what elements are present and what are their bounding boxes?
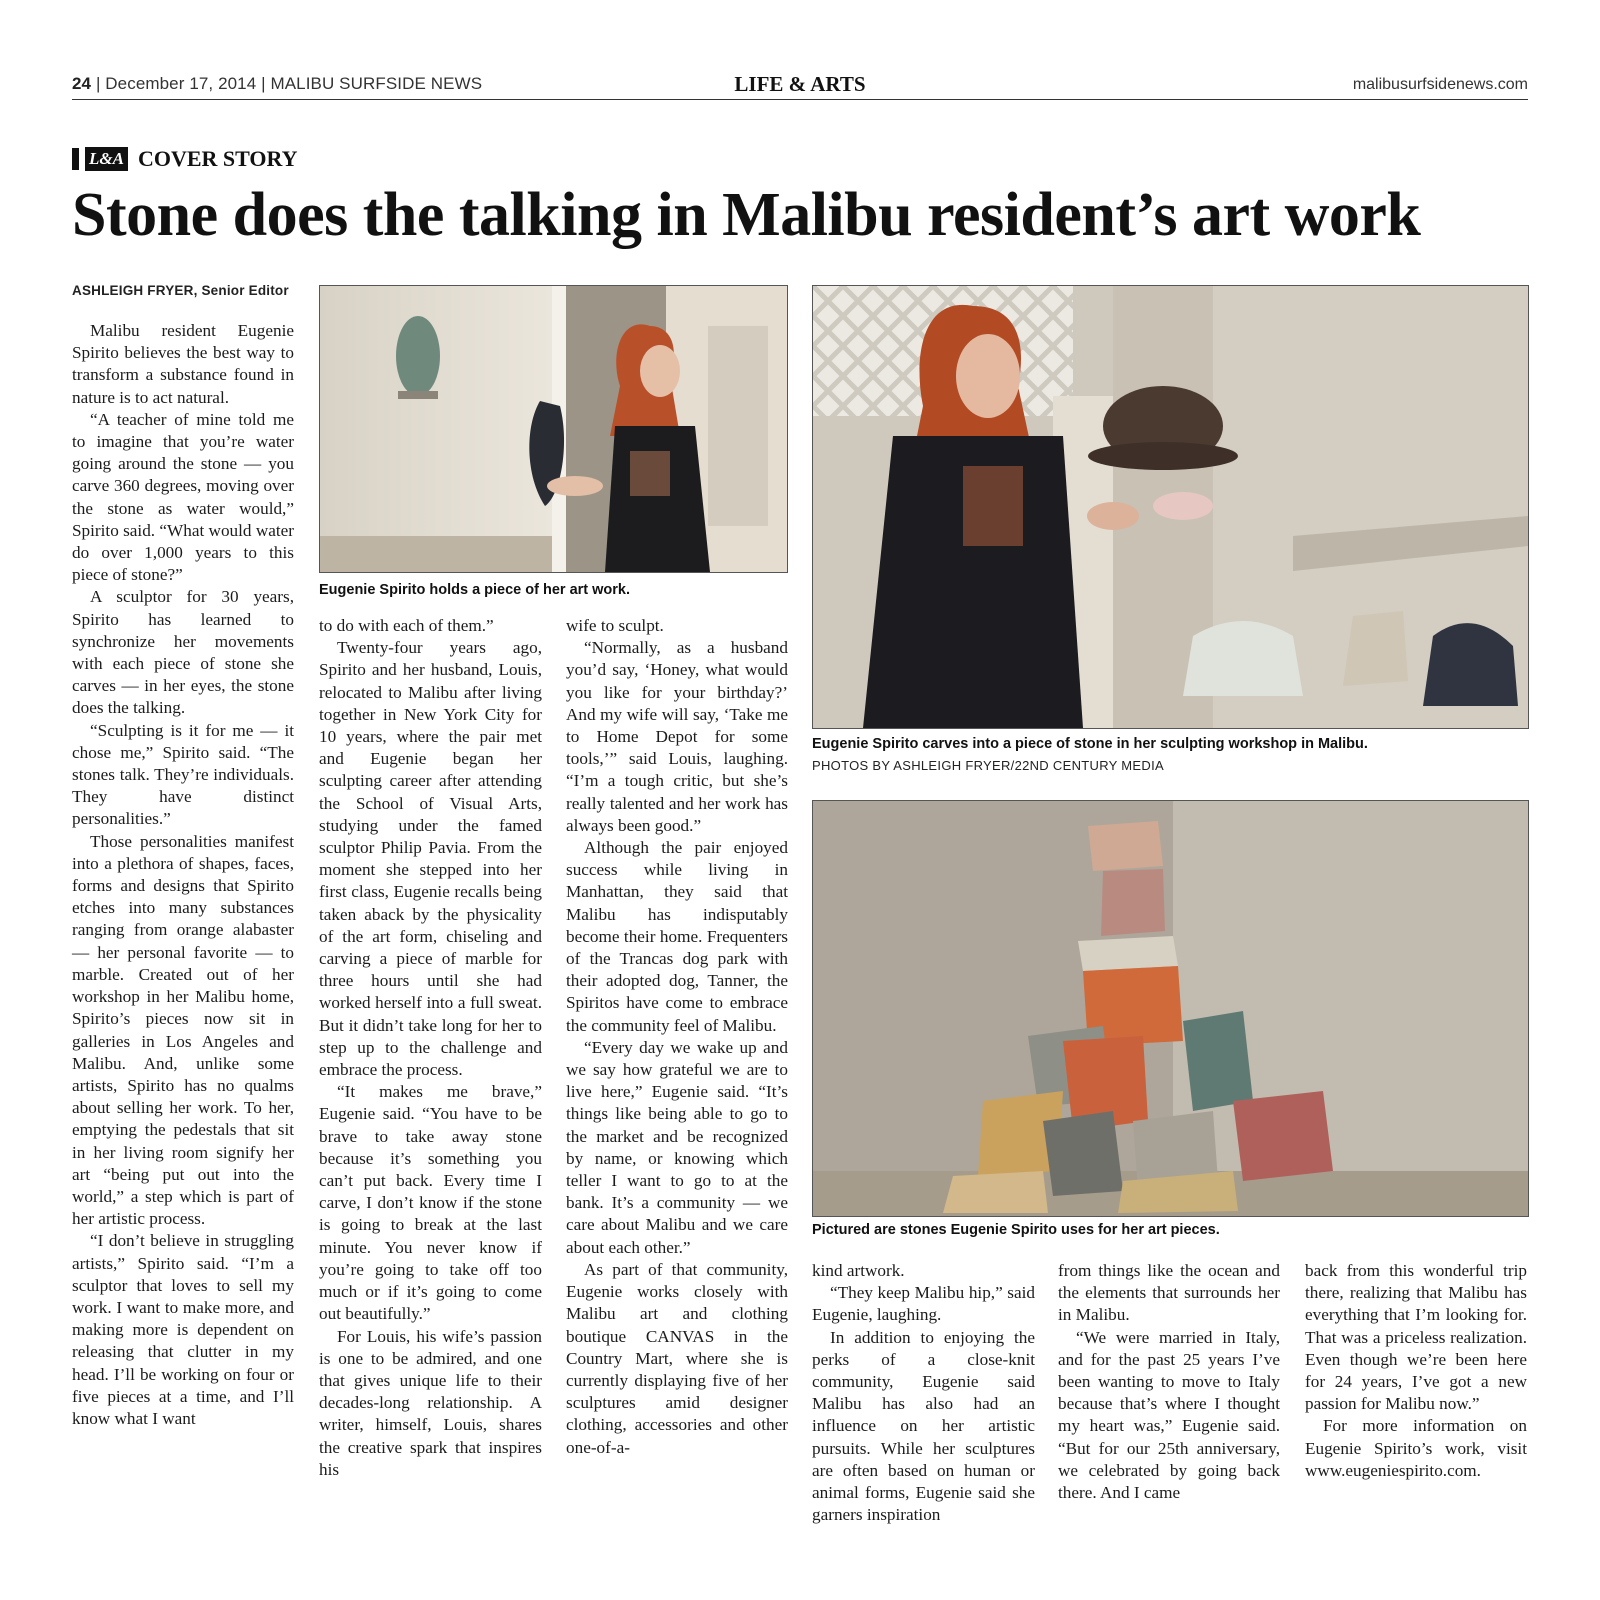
paragraph: “They keep Malibu hip,” said Eugenie, laughing.: [812, 1283, 1035, 1325]
paragraph: In addition to enjoying the perks of a close-knit community, Eugenie said Malibu has also had an influence on her artistic pursuits. While her sculptures are often based on human or animal forms, Eugenie said she garners inspiration: [812, 1327, 1035, 1525]
photo-stones-pile: [812, 800, 1529, 1217]
paragraph: “Every day we wake up and we say how grateful we are to live here,” Eugenie said. “It’s things like being able to go to the market and be recognized by name, or knowing which teller I want to go to at the bank. It’s a community — we care about Malibu and we care about each other.”: [566, 1037, 788, 1257]
paragraph: from things like the ocean and the elements that surrounds her in Malibu.: [1058, 1261, 1280, 1325]
photo-credit: PHOTOS BY ASHLEIGH FRYER/22ND CENTURY MEDIA: [812, 758, 1164, 773]
page-number: 24: [72, 74, 92, 93]
article-column-3: [566, 615, 788, 1459]
paragraph: “Normally, as a husband you’d say, ‘Honey, what would you like for your birthday?’ And my wife will say, ‘Take me to Home Depot for some tools,’” said Louis, laughing. “I’m a tough critic, but she’s really talented and her work has always been good.”: [566, 638, 788, 835]
issue-date: December 17, 2014: [105, 74, 257, 93]
photo3-caption: Pictured are stones Eugenie Spirito uses for her art pieces.: [812, 1222, 1220, 1238]
paragraph: kind artwork.: [812, 1261, 905, 1280]
photo-artist-carving-stone-image: [813, 286, 1528, 728]
photo-stones-pile-image: [813, 801, 1528, 1216]
website-link[interactable]: malibusurfsidenews.com: [1352, 76, 1528, 93]
photo-artist-carving-stone: [812, 285, 1529, 729]
paragraph: “I don’t believe in struggling artists,” Spirito said. “I’m a sculptor that loves to sell my work. I want to make more, and making more is dependent on releasing that clutter in my head. I’ll be working on four or five pieces at a time, and I’ll know what I want: [72, 1231, 294, 1428]
paragraph: “It makes me brave,” Eugenie said. “You have to be brave to take away stone because it’s something you can’t put back. Every time I carve, I don’t know if the stone is going to break at the last minute. You never know if you’re going to take off too much or if it’s going to come out beautifully.”: [319, 1082, 542, 1324]
paragraph: “A teacher of mine told me to imagine that you’re water going around the stone — you carve 360 degrees, moving over the stone as water would,” Spirito said. “What would water do over 1,000 years to this piece of stone?”: [72, 409, 294, 585]
author-name: ASHLEIGH FRYER: [72, 283, 194, 298]
byline: [72, 283, 289, 298]
paragraph: “We were married in Italy, and for the past 25 years I’ve been wanting to move to Italy because that’s where I thought my heart was,” Eugenie said. “But for our 25th anniversary, we celebrated by going back there. And I came: [1058, 1327, 1280, 1503]
paragraph: wife to sculpt.: [566, 616, 664, 635]
publication-name: MALIBU SURFSIDE NEWS: [270, 74, 483, 93]
photo2-caption: Eugenie Spirito carves into a piece of stone in her sculpting workshop in Malibu.: [812, 736, 1368, 752]
author-title: , Senior Editor: [193, 283, 289, 298]
article-column-2: [319, 615, 542, 1481]
logo-text: L&A: [85, 147, 128, 171]
cover-story-kicker: [72, 146, 298, 172]
paragraph: Malibu resident Eugenie Spirito believes the best way to transform a substance found in nature is to act natural.: [72, 321, 294, 407]
paragraph: back from this wonderful trip there, realizing that Malibu has everything that I’m looking for. That was a priceless realization. Even though we’re been here for 24 years, I’ve got a new passion for Malibu now.”: [1305, 1261, 1527, 1414]
header-separator: |: [261, 74, 271, 93]
photo1-caption: Eugenie Spirito holds a piece of her art work.: [319, 582, 631, 598]
paragraph: Those personalities manifest into a plethora of shapes, faces, forms and designs that Spirito etches into many substances ranging from orange alabaster — her personal favorite — to marble. Created out of her workshop in her Malibu home, Spirito’s pieces now sit in galleries in Los Angeles and Malibu. And, unlike some artists, Spirito has no qualms about selling her work. To her, emptying the pedestals that sit in her living room signify her art “being put out into the world,” a step which is part of her artistic process.: [72, 831, 294, 1229]
paragraph: Although the pair enjoyed success while living in Manhattan, they said that Malibu has indisputably become their home. Frequenters of the Trancas dog park with their adopted dog, Tanner, the Spiritos have come to embrace the community feel of Malibu.: [566, 838, 788, 1035]
paragraph: As part of that community, Eugenie works closely with Malibu art and clothing boutique CANVAS in the Country Mart, where she is currently displaying five of her sculptures amid designer clothing, accessories and other one-of-a-: [566, 1259, 788, 1457]
paragraph: “Sculpting is it for me — it chose me,” Spirito said. “The stones talk. They’re individuals. They have distinct personalities.”: [72, 720, 294, 829]
life-arts-logo-icon: [72, 147, 128, 171]
paragraph: Twenty-four years ago, Spirito and her husband, Louis, relocated to Malibu after living together in New York City for 10 years, where the pair met and Eugenie began her sculpting career after attending the School of Visual Arts, studying under the famed sculptor Philip Pavia. From the moment she stepped into her first class, Eugenie recalls being taken aback by the physicality of the art form, chiseling and carving a piece of marble for three hours until she had worked herself into a full sweat. But it didn’t take long for her to step up to the challenge and embrace the process.: [319, 638, 542, 1080]
article-column-1: [72, 320, 294, 1430]
headline: Stone does the talking in Malibu resident’s art work: [72, 181, 1421, 249]
photo-artist-holding-artwork: [319, 285, 788, 573]
article-column-4: [812, 1260, 1035, 1526]
photo-artist-holding-artwork-image: [320, 286, 787, 572]
section-title: LIFE & ARTS: [734, 72, 866, 96]
article-column-6: [1305, 1260, 1527, 1482]
header-divider: [72, 99, 1528, 100]
paragraph: For more information on Eugenie Spirito’s work, visit www.eugeniespirito.com.: [1305, 1416, 1527, 1480]
paragraph: A sculptor for 30 years, Spirito has learned to synchronize her movements with each piece of stone she carves — in her eyes, the stone does the talking.: [72, 587, 294, 718]
article-column-5: [1058, 1260, 1280, 1504]
kicker-label: COVER STORY: [137, 146, 298, 171]
paragraph: For Louis, his wife’s passion is one to be admired, and one that gives unique life to their decades-long relationship. A writer, himself, Louis, shares the creative spark that inspires his: [319, 1326, 542, 1479]
header-separator: |: [95, 74, 106, 93]
paragraph: to do with each of them.”: [319, 616, 494, 635]
